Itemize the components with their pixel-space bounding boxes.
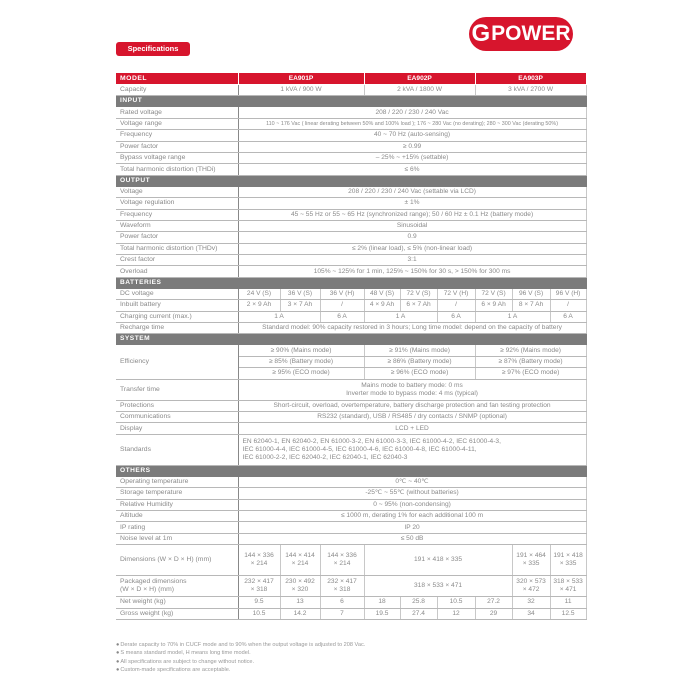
spec-value: 11 xyxy=(550,597,586,608)
spec-row-voltage-regulation xyxy=(116,198,586,209)
spec-value: ± 1% xyxy=(238,198,586,209)
spec-value: 2 × 9 Ah xyxy=(238,300,280,311)
spec-label: Communications xyxy=(116,411,238,422)
footnote: ● Custom-made specifications are acceptable. xyxy=(116,666,365,674)
spec-row-ip-rating xyxy=(116,522,586,533)
spec-value: 6 × 9 Ah xyxy=(475,300,512,311)
spec-label: Storage temperature xyxy=(116,488,238,499)
spec-label: Operating temperature xyxy=(116,476,238,487)
spec-row-storage-temperature xyxy=(116,488,586,499)
spec-value: 144 × 336 × 214 xyxy=(238,545,280,576)
spec-value: 45 ~ 55 Hz or 55 ~ 65 Hz (synchronized range); 50 / 60 Hz ± 0.1 Hz (battery mode) xyxy=(238,209,586,220)
gpower-logo xyxy=(469,17,573,51)
spec-value: 318 × 533 × 471 xyxy=(550,576,586,597)
logo-mark: G xyxy=(471,20,491,47)
spec-value: 208 / 220 / 230 / 240 Vac xyxy=(238,107,586,118)
spec-value: 96 V (S) xyxy=(512,288,550,299)
spec-value: – 25% ~ +15% (settable) xyxy=(238,152,586,163)
spec-row-total-harmonic-distortion-thdv xyxy=(116,243,586,254)
spec-value: ≥ 86% (Battery mode) xyxy=(364,356,475,367)
spec-label: Transfer time xyxy=(116,379,238,400)
spec-label: Dimensions (W × D × H) (mm) xyxy=(116,545,238,576)
spec-label: Net weight (kg) xyxy=(116,597,238,608)
section-others xyxy=(116,465,586,476)
spec-value: 208 / 220 / 230 / 240 Vac (settable via LCD) xyxy=(238,186,586,197)
logo-word: POWER xyxy=(491,22,571,45)
spec-value: 8 × 7 Ah xyxy=(512,300,550,311)
spec-value: 1 A xyxy=(238,311,320,322)
spec-value: 318 × 533 × 471 xyxy=(364,576,512,597)
spec-row-packaged-dimensions-w-d-h-mm xyxy=(116,576,586,597)
spec-row-recharge-time xyxy=(116,323,586,334)
spec-value: 27.4 xyxy=(400,608,437,619)
spec-value: 29 xyxy=(475,608,512,619)
spec-value: 72 V (H) xyxy=(437,288,475,299)
spec-row-power-factor xyxy=(116,232,586,243)
spec-value: 191 × 464 × 335 xyxy=(512,545,550,576)
spec-value: / xyxy=(320,300,364,311)
footnote: ● Derate capacity to 70% in CUCF mode and to 90% when the output voltage is adjusted to 208 Vac. xyxy=(116,641,365,649)
spec-value: 36 V (H) xyxy=(320,288,364,299)
spec-label: Charging current (max.) xyxy=(116,311,238,322)
spec-value: 18 xyxy=(364,597,400,608)
capacity-value: 3 kVA / 2700 W xyxy=(475,85,586,96)
spec-value: / xyxy=(437,300,475,311)
section-output xyxy=(116,175,586,186)
spec-row-overload xyxy=(116,266,586,277)
spec-label: Frequency xyxy=(116,209,238,220)
spec-value: ≥ 95% (ECO mode) xyxy=(238,368,364,379)
spec-value: 40 ~ 70 Hz (auto-sensing) xyxy=(238,130,586,141)
spec-label: Power factor xyxy=(116,141,238,152)
spec-value: 0.9 xyxy=(238,232,586,243)
spec-value: -25℃ ~ 55℃ (without batteries) xyxy=(238,488,586,499)
footnote: ● S means standard model, H means long time model. xyxy=(116,649,365,657)
spec-label: Noise level at 1m xyxy=(116,533,238,544)
spec-label: IP rating xyxy=(116,522,238,533)
spec-value: 6 A xyxy=(437,311,475,322)
spec-value: ≥ 87% (Battery mode) xyxy=(475,356,586,367)
spec-value: Mains mode to battery mode: 0 ms Inverter mode to bypass mode: 4 ms (typical) xyxy=(238,379,586,400)
spec-row-frequency xyxy=(116,209,586,220)
spec-value: LCD + LED xyxy=(238,423,586,434)
section-system xyxy=(116,334,586,345)
spec-row-display xyxy=(116,423,586,434)
section-title: OUTPUT xyxy=(116,175,586,186)
spec-row-communications xyxy=(116,411,586,422)
spec-value: 19.5 xyxy=(364,608,400,619)
spec-value: ≤ 1000 m, derating 1% for each additional 100 m xyxy=(238,510,586,521)
spec-row-power-factor xyxy=(116,141,586,152)
spec-label: Frequency xyxy=(116,130,238,141)
spec-label: Total harmonic distortion (THDv) xyxy=(116,243,238,254)
spec-value: RS232 (standard), USB / RS485 / dry contacts / SNMP (optional) xyxy=(238,411,586,422)
section-title: INPUT xyxy=(116,96,586,107)
spec-row-voltage xyxy=(116,186,586,197)
spec-value: ≥ 92% (Mains mode) xyxy=(475,345,586,356)
model-label: MODEL xyxy=(116,73,238,85)
model-header-row xyxy=(116,73,586,85)
model-ea902p: EA902P xyxy=(364,73,475,85)
spec-value: 144 × 414 × 214 xyxy=(280,545,320,576)
spec-value: 230 × 492 × 320 xyxy=(280,576,320,597)
spec-label: Efficiency xyxy=(116,345,238,379)
spec-value: 232 × 417 × 318 xyxy=(238,576,280,597)
spec-row-bypass-voltage-range xyxy=(116,152,586,163)
spec-label: Waveform xyxy=(116,220,238,231)
spec-value: 1 A xyxy=(364,311,437,322)
spec-value: 6 × 7 Ah xyxy=(400,300,437,311)
spec-label: Total harmonic distortion (THDi) xyxy=(116,164,238,175)
spec-value: 110 ~ 176 Vac ( linear derating between 50% and 100% load ); 176 ~ 280 Vac (no derating); 280 ~ 300 Vac (derating 50%) xyxy=(238,118,586,129)
spec-value: Sinusoidal xyxy=(238,220,586,231)
spec-value: 191 × 418 × 335 xyxy=(364,545,512,576)
spec-row-net-weight-kg xyxy=(116,597,586,608)
spec-value: 10.5 xyxy=(437,597,475,608)
spec-row-waveform xyxy=(116,220,586,231)
spec-value: 72 V (S) xyxy=(475,288,512,299)
capacity-value: 2 kVA / 1800 W xyxy=(364,85,475,96)
spec-row-operating-temperature xyxy=(116,476,586,487)
spec-value: 3 × 7 Ah xyxy=(280,300,320,311)
spec-value: 6 A xyxy=(320,311,364,322)
spec-label: Overload xyxy=(116,266,238,277)
spec-row-charging-current-max xyxy=(116,311,586,322)
model-ea901p: EA901P xyxy=(238,73,364,85)
footnotes xyxy=(116,641,365,675)
spec-row-transfer-time xyxy=(116,379,586,400)
spec-value: ≤ 6% xyxy=(238,164,586,175)
spec-label: Power factor xyxy=(116,232,238,243)
spec-label: Recharge time xyxy=(116,323,238,334)
spec-value: 144 × 336 × 214 xyxy=(320,545,364,576)
capacity-label: Capacity xyxy=(116,85,238,96)
spec-label: Voltage regulation xyxy=(116,198,238,209)
spec-value: EN 62040-1, EN 62040-2, EN 61000-3-2, EN 61000-3-3, IEC 61000-4-2, IEC 61000-4-3, IEC 61000-4-4, IEC 61000-4-5, IEC 61000-4-6, IEC 61000-4-8, IEC 61000-4-11, IEC 61000-2-2, IEC 62040-2, IEC 62040-1, IEC 62040-3 xyxy=(238,434,586,465)
spec-label: Relative Humidity xyxy=(116,499,238,510)
spec-value: 12.5 xyxy=(550,608,586,619)
section-title: SYSTEM xyxy=(116,334,586,345)
spec-value: 34 xyxy=(512,608,550,619)
spec-value: 14.2 xyxy=(280,608,320,619)
spec-value: 0 ~ 95% (non-condensing) xyxy=(238,499,586,510)
spec-value: 191 × 418 × 335 xyxy=(550,545,586,576)
spec-value: 25.8 xyxy=(400,597,437,608)
spec-label: Protections xyxy=(116,400,238,411)
spec-label: Voltage range xyxy=(116,118,238,129)
spec-value: 12 xyxy=(437,608,475,619)
spec-row-noise-level-at-1m xyxy=(116,533,586,544)
spec-label: Display xyxy=(116,423,238,434)
spec-value: 232 × 417 × 318 xyxy=(320,576,364,597)
spec-label: Standards xyxy=(116,434,238,465)
section-batteries xyxy=(116,277,586,288)
spec-row-frequency xyxy=(116,130,586,141)
capacity-value: 1 kVA / 900 W xyxy=(238,85,364,96)
spec-value: 105% ~ 125% for 1 min, 125% ~ 150% for 30 s, > 150% for 300 ms xyxy=(238,266,586,277)
spec-value: 7 xyxy=(320,608,364,619)
spec-value: IP 20 xyxy=(238,522,586,533)
specifications-table xyxy=(116,72,587,620)
spec-label: Gross weight (kg) xyxy=(116,608,238,619)
spec-value: 10.5 xyxy=(238,608,280,619)
spec-value: ≥ 96% (ECO mode) xyxy=(364,368,475,379)
spec-label: DC voltage xyxy=(116,288,238,299)
spec-value: ≥ 85% (Battery mode) xyxy=(238,356,364,367)
spec-value: ≥ 97% (ECO mode) xyxy=(475,368,586,379)
spec-row-crest-factor xyxy=(116,255,586,266)
section-title: BATTERIES xyxy=(116,277,586,288)
spec-value: 320 × 573 × 472 xyxy=(512,576,550,597)
spec-row-dc-voltage xyxy=(116,288,586,299)
spec-label: Inbuilt battery xyxy=(116,300,238,311)
spec-value: ≥ 0.99 xyxy=(238,141,586,152)
spec-value: 3:1 xyxy=(238,255,586,266)
spec-value: Standard model: 90% capacity restored in 3 hours; Long time model: depend on the capacity of battery xyxy=(238,323,586,334)
spec-row-gross-weight-kg xyxy=(116,608,586,619)
spec-row-total-harmonic-distortion-thdi xyxy=(116,164,586,175)
spec-value: 48 V (S) xyxy=(364,288,400,299)
specifications-badge: Specifications xyxy=(116,42,190,56)
spec-value: 1 A xyxy=(475,311,550,322)
spec-row-rated-voltage xyxy=(116,107,586,118)
spec-value: / xyxy=(550,300,586,311)
section-input xyxy=(116,96,586,107)
spec-label: Rated voltage xyxy=(116,107,238,118)
spec-value: ≤ 2% (linear load), ≤ 5% (non-linear load) xyxy=(238,243,586,254)
spec-row-voltage-range xyxy=(116,118,586,129)
spec-value: 24 V (S) xyxy=(238,288,280,299)
spec-row-dimensions-w-d-h-mm xyxy=(116,545,586,576)
footnote: ● All specifications are subject to change without notice. xyxy=(116,658,365,666)
spec-value: 13 xyxy=(280,597,320,608)
spec-value: 0℃ ~ 40℃ xyxy=(238,476,586,487)
spec-label: Bypass voltage range xyxy=(116,152,238,163)
spec-value: 4 × 9 Ah xyxy=(364,300,400,311)
spec-label: Altitude xyxy=(116,510,238,521)
spec-row-protections xyxy=(116,400,586,411)
spec-value: ≥ 90% (Mains mode) xyxy=(238,345,364,356)
spec-value: 6 A xyxy=(550,311,586,322)
spec-label: Crest factor xyxy=(116,255,238,266)
spec-value: 32 xyxy=(512,597,550,608)
spec-label: Packaged dimensions (W × D × H) (mm) xyxy=(116,576,238,597)
spec-value: 9.5 xyxy=(238,597,280,608)
section-title: OTHERS xyxy=(116,465,586,476)
spec-row-inbuilt-battery xyxy=(116,300,586,311)
model-ea903p: EA903P xyxy=(475,73,586,85)
spec-row-efficiency xyxy=(116,345,586,356)
spec-value: 36 V (S) xyxy=(280,288,320,299)
spec-value: Short-circuit, overload, overtemperature, battery discharge protection and fan testing protection xyxy=(238,400,586,411)
spec-value: 96 V (H) xyxy=(550,288,586,299)
spec-value: 72 V (S) xyxy=(400,288,437,299)
spec-value: ≥ 91% (Mains mode) xyxy=(364,345,475,356)
spec-value: ≤ 50 dB xyxy=(238,533,586,544)
spec-row-relative-humidity xyxy=(116,499,586,510)
spec-row-standards xyxy=(116,434,586,465)
spec-value: 6 xyxy=(320,597,364,608)
spec-row-altitude xyxy=(116,510,586,521)
spec-label: Voltage xyxy=(116,186,238,197)
capacity-row xyxy=(116,85,586,96)
spec-value: 27.2 xyxy=(475,597,512,608)
